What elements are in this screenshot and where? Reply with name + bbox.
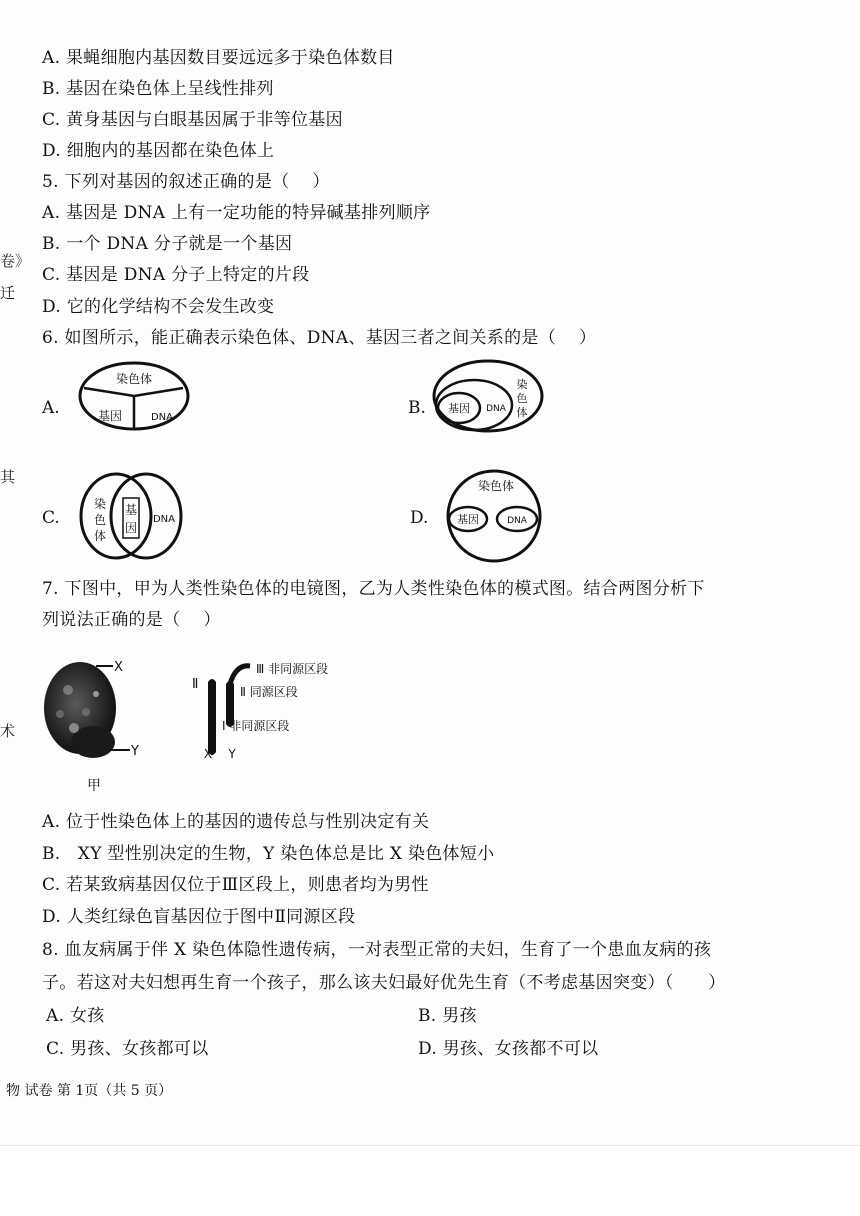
q6b-gene-label: 基因: [448, 402, 470, 415]
q4-option-a: A. 果蝇细胞内基因数目要远远多于染色体数目: [42, 48, 395, 68]
q6c-ji-label: 基: [124, 503, 138, 517]
q7-stem-line2: 列说法正确的是（ ）: [42, 610, 221, 630]
q6d-gene-label: 基因: [457, 513, 479, 526]
q7-fig-jia-label: 甲: [87, 778, 101, 794]
q7-seg-i-label: Ⅰ 非同源区段: [222, 719, 290, 733]
q8-option-c: C. 男孩、女孩都可以: [46, 1039, 209, 1059]
q4-option-b: B. 基因在染色体上呈线性排列: [42, 79, 274, 99]
margin-fragment: 卷》: [0, 252, 31, 270]
margin-fragment: 术: [0, 722, 16, 740]
q6c-dna-label: DNA: [152, 514, 176, 525]
q6-label-a: A.: [42, 398, 60, 418]
q6c-ti-label: 体: [93, 529, 107, 543]
q6-diagram-d: [444, 466, 544, 564]
q6a-dna-label: DNA: [150, 412, 174, 423]
q6c-yin-label: 因: [124, 521, 138, 535]
q5-option-b: B. 一个 DNA 分子就是一个基因: [42, 234, 293, 254]
q8-stem-line2: 子。若这对夫妇想再生育一个孩子，那么该夫妇最好优先生育（不考虑基因突变）（ ）: [42, 973, 726, 993]
page-footer: 物 试卷 第 1页（共 5 页）: [6, 1083, 173, 1099]
q7-model-x-label: X: [203, 747, 213, 761]
q6-diagram-b: [430, 358, 545, 434]
q6b-se-label: 色: [516, 392, 528, 405]
margin-fragment: 其: [0, 468, 16, 486]
q7-option-c: C. 若某致病基因仅位于Ⅲ区段上，则患者均为男性: [42, 875, 429, 895]
q7-option-a: A. 位于性染色体上的基因的遗传总与性别决定有关: [42, 812, 430, 832]
q4-option-d: D. 细胞内的基因都在染色体上: [42, 141, 275, 161]
q7-side-ii-label: Ⅱ: [192, 677, 199, 692]
q5-option-d: D. 它的化学结构不会发生改变: [42, 297, 275, 317]
q4-option-c: C. 黄身基因与白眼基因属于非等位基因: [42, 110, 343, 130]
q7-option-d: D. 人类红绿色盲基因位于图中Ⅱ同源区段: [42, 907, 356, 927]
q6-stem: 6. 如图所示，能正确表示染色体、DNA、基因三者之间关系的是（ ）: [42, 328, 597, 348]
q5-stem: 5. 下列对基因的叙述正确的是（ ）: [42, 172, 330, 192]
q6-label-c: C.: [42, 508, 60, 528]
q8-option-a: A. 女孩: [46, 1006, 105, 1026]
q6b-ti-label: 体: [516, 406, 528, 419]
q7-seg-ii-label: Ⅱ 同源区段: [240, 685, 298, 699]
q6-diagram-a: [76, 360, 194, 432]
q6b-dna-label: DNA: [486, 404, 506, 414]
q7-stem-line1: 7. 下图中，甲为人类性染色体的电镜图，乙为人类性染色体的模式图。结合两图分析下: [42, 579, 705, 599]
q7-figure-jia: [38, 650, 148, 795]
q6d-chromosome-label: 染色体: [477, 479, 515, 493]
q7-seg-iii-label: Ⅲ 非同源区段: [256, 662, 329, 676]
q5-option-a: A. 基因是 DNA 上有一定功能的特异碱基排列顺序: [42, 203, 431, 223]
q6a-chromosome-label: 染色体: [115, 372, 153, 386]
q8-option-d: D. 男孩、女孩都不可以: [418, 1039, 599, 1059]
q8-option-b: B. 男孩: [418, 1006, 477, 1026]
q7-option-b: B. XY 型性别决定的生物，Y 染色体总是比 X 染色体短小: [42, 844, 495, 864]
q5-option-c: C. 基因是 DNA 分子上特定的片段: [42, 265, 310, 285]
q6b-ran-label: 染: [516, 378, 528, 391]
q6-label-b: B.: [408, 398, 426, 418]
q6d-dna-label: DNA: [507, 516, 527, 526]
margin-fragment: 迁: [0, 284, 16, 302]
q7-model-y-label: Y: [228, 747, 236, 761]
q6-diagram-c: [76, 470, 186, 562]
q6c-ran-label: 染: [93, 497, 107, 511]
q6-label-d: D.: [410, 508, 429, 528]
q7-figure-model: [188, 654, 348, 764]
q6a-gene-label: 基因: [97, 409, 123, 423]
q7-fig-y-label: Y: [131, 744, 139, 759]
q8-stem-line1: 8. 血友病属于伴 X 染色体隐性遗传病，一对表型正常的夫妇，生育了一个患血友病的孩: [42, 940, 712, 960]
q7-fig-x-label: X: [114, 660, 123, 675]
q6c-se-label: 色: [93, 513, 107, 527]
